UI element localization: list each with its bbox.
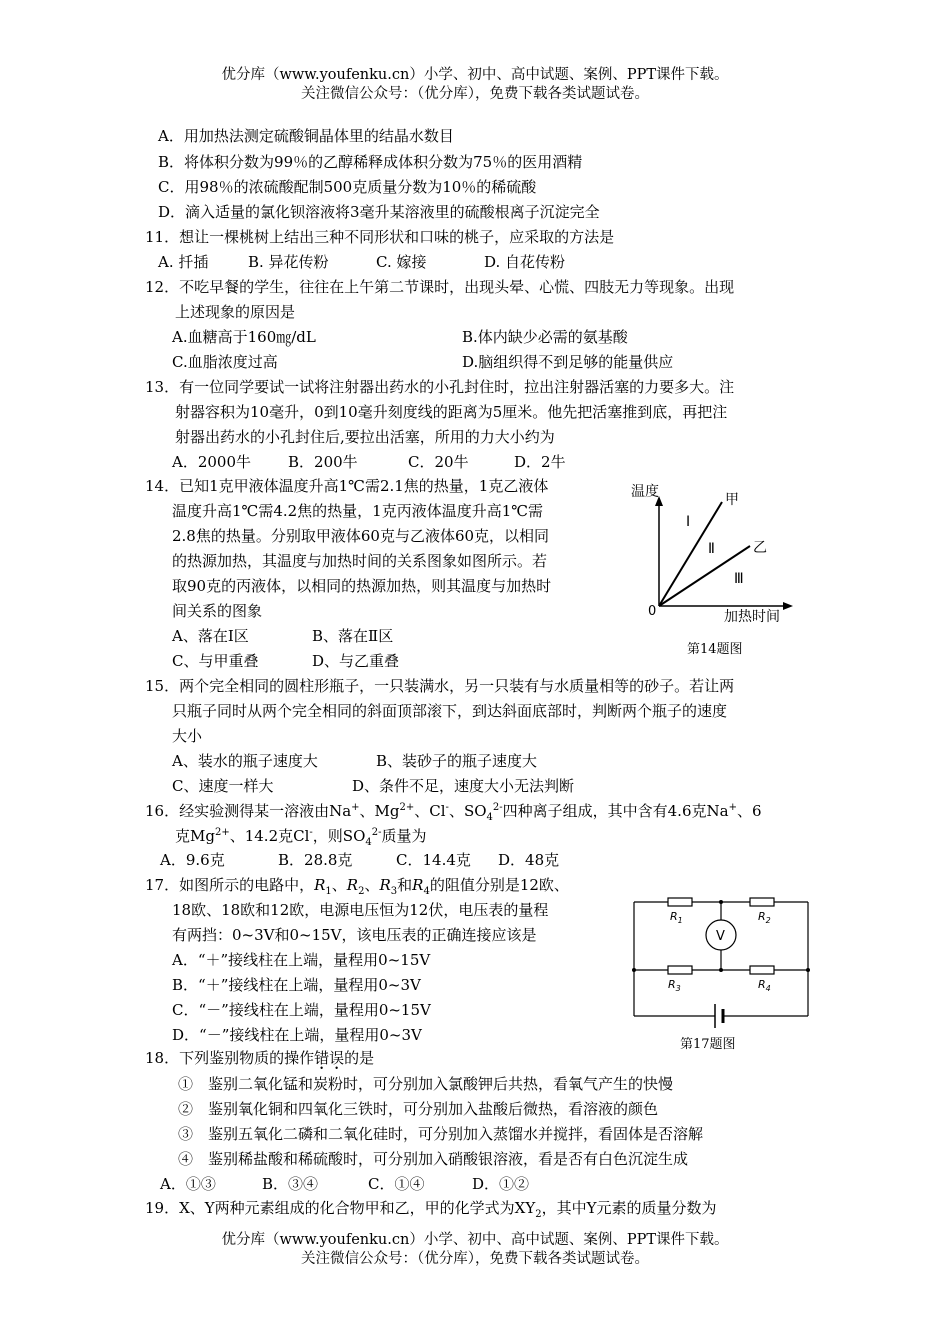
q18-stem: 18．下列鉴别物质的操作错误的是	[145, 1049, 375, 1067]
q17-node-bottom	[719, 968, 723, 972]
q18-item-3: ③ 鉴别五氧化二磷和二氧化硅时，可分别加入蒸馏水并搅拌，看固体是否溶解	[178, 1125, 704, 1143]
q10-option-d: D．滴入适量的氯化钡溶液将3毫升某溶液里的硫酸根离子沉淀完全	[158, 203, 600, 221]
q16-option-d: D．48克	[498, 851, 560, 869]
q14-origin-label: 0	[648, 604, 657, 619]
q15-stem-line2: 只瓶子同时从两个完全相同的斜面顶部滚下，到达斜面底部时，判断两个瓶子的速度	[172, 702, 728, 720]
q14-stem-line1: 14．已知1克甲液体温度升高1℃需2.1焦的热量，1克乙液体	[145, 477, 549, 495]
q16-stem-line2: 克$Mg^{2+}$、14.2克Cl-，则$SO_4^{2-}$质量为	[175, 827, 427, 848]
q16-stem-line1: 16．经实验测得某一溶液由Na+、$Mg^{2+}$、Cl-、$SO_4^{2-}$四种离子组成，其中含有4.6克Na+、6	[145, 802, 762, 823]
q14-line-jia-label: 甲	[725, 492, 739, 508]
q17-r1-label: $R_1$	[670, 910, 683, 925]
q17-resistor-r1	[668, 898, 692, 906]
q11-option-c: C. 嫁接	[376, 253, 427, 271]
q13-option-a: A．2000牛	[172, 453, 252, 471]
q14-option-d: D、与乙重叠	[312, 652, 400, 670]
q10-option-a: A．用加热法测定硫酸铜晶体里的结晶水数目	[158, 127, 454, 145]
q14-temperature-graph	[622, 476, 802, 626]
q17-voltmeter-label: V	[716, 929, 725, 944]
q18-option-a: A．①③	[160, 1175, 216, 1193]
q17-r2-label: $R_2$	[758, 910, 771, 925]
q15-stem-line3: 大小	[172, 727, 203, 745]
q14-line-yi-label: 乙	[753, 540, 767, 556]
q13-option-b: B．200牛	[288, 453, 358, 471]
q13-stem-line1: 13．有一位同学要试一试将注射器出药水的小孔封住时，拉出注射器活塞的力要多大。注	[145, 378, 735, 396]
q14-stem-line3: 2.8焦的热量。分别取甲液体60克与乙液体60克，以相同	[172, 527, 550, 545]
q19-stem: 19．X、Y两种元素组成的化合物甲和乙，甲的化学式为$XY_2$，其中Y元素的质量分数为	[145, 1199, 717, 1220]
q14-stem-line6: 间关系的图象	[172, 602, 263, 620]
q17-option-d: D．“－”接线柱在上端，量程用0~3V	[172, 1026, 422, 1044]
q17-option-a: A．“＋”接线柱在上端，量程用0~15V	[172, 951, 431, 969]
q10-option-c: C．用98％的浓硫酸配制500克质量分数为10％的稀硫酸	[158, 178, 537, 196]
page-footer-line1: 优分库（www.youfenku.cn）小学、初中、高中试题、案例、PPT课件下载。	[221, 1232, 729, 1248]
q11-option-d: D. 自花传粉	[484, 253, 566, 271]
q14-stem-line2: 温度升高1℃需4.2焦的热量，1克丙液体温度升高1℃需	[172, 502, 544, 520]
q18-option-b: B．③④	[262, 1175, 319, 1193]
q16-option-c: C．14.4克	[396, 851, 471, 869]
q12-stem-line1: 12．不吃早餐的学生，往往在上午第二节课时，出现头晕、心慌、四肢无力等现象。出现	[145, 278, 735, 296]
q15-option-b: B、装砂子的瓶子速度大	[376, 752, 538, 770]
q17-circuit-diagram	[628, 888, 818, 1028]
page-footer-line2: 关注微信公众号：（优分库），免费下载各类试题试卷。	[301, 1251, 649, 1267]
q18-item-4: ④ 鉴别稀盐酸和稀硫酸时，可分别加入硝酸银溶液，看是否有白色沉淀生成	[178, 1150, 689, 1168]
q17-option-c: C．“－”接线柱在上端，量程用0~15V	[172, 1001, 431, 1019]
q18-item-1: ① 鉴别二氧化锰和炭粉时，可分别加入氯酸钾后共热，看氧气产生的快慢	[178, 1075, 674, 1093]
q14-stem-line4: 的热源加热，其温度与加热时间的关系图象如图所示。若	[172, 552, 548, 570]
q17-node-top	[719, 900, 723, 904]
q15-option-d: D、条件不足，速度大小无法判断	[352, 777, 575, 795]
q17-stem-line2: 18欧、18欧和12欧，电源电压恒为12伏，电压表的量程	[172, 901, 549, 919]
q13-stem-line2: 射器容积为10毫升，0到10毫升刻度线的距离为5厘米。他先把活塞推到底，再把注	[175, 403, 728, 421]
q14-x-label: 加热时间	[724, 609, 780, 625]
q11-option-b: B. 异花传粉	[248, 253, 329, 271]
q14-option-c: C、与甲重叠	[172, 652, 259, 670]
q16-option-a: A．9.6克	[160, 851, 225, 869]
q17-resistor-r4	[750, 966, 774, 974]
q11-option-a: A. 扦插	[158, 253, 209, 271]
q14-region-1: Ⅰ	[686, 514, 691, 530]
q12-option-b: B.体内缺少必需的氨基酸	[462, 328, 628, 346]
q14-region-3: Ⅲ	[734, 571, 744, 587]
q17-resistor-r2	[750, 898, 774, 906]
q14-y-label-1: 温度	[631, 484, 659, 500]
q15-option-c: C、速度一样大	[172, 777, 274, 795]
q16-option-b: B．28.8克	[278, 851, 353, 869]
q14-region-2: Ⅱ	[708, 541, 715, 557]
q17-r3-label: $R_3$	[668, 978, 681, 993]
q14-figure-caption: 第14题图	[687, 642, 743, 657]
page-header-line1: 优分库（www.youfenku.cn）小学、初中、高中试题、案例、PPT课件下载。	[221, 67, 729, 83]
q17-stem-line1: 17．如图所示的电路中，$R_1$、$R_2$、$R_3$和$R_4$的阻值分别是12欧、	[145, 876, 569, 897]
q15-stem-line1: 15．两个完全相同的圆柱形瓶子，一只装满水，另一只装有与水质量相等的砂子。若让两	[145, 677, 735, 695]
q12-option-d: D.脑组织得不到足够的能量供应	[462, 353, 674, 371]
q10-option-b: B．将体积分数为99％的乙醇稀释成体积分数为75％的医用酒精	[158, 153, 583, 171]
q17-r4-label: $R_4$	[758, 978, 771, 993]
q17-stem-line3: 有两挡：0~3V和0~15V，该电压表的正确连接应该是	[172, 926, 537, 944]
q11-stem: 11．想让一棵桃树上结出三种不同形状和口味的桃子，应采取的方法是	[145, 228, 615, 246]
q13-option-c: C．20牛	[408, 453, 469, 471]
q13-stem-line3: 射器出药水的小孔封住后,要拉出活塞，所用的力大小约为	[175, 428, 555, 446]
q12-stem-line2: 上述现象的原因是	[175, 303, 296, 321]
q17-figure-caption: 第17题图	[680, 1037, 736, 1052]
page-header-line2: 关注微信公众号：（优分库），免费下载各类试题试卷。	[301, 86, 649, 102]
q12-option-a: A.血糖高于160㎎/dL	[172, 328, 316, 346]
q18-item-2: ② 鉴别氧化铜和四氧化三铁时，可分别加入盐酸后微热，看溶液的颜色	[178, 1100, 659, 1118]
q14-option-a: A、落在Ⅰ区	[172, 627, 249, 645]
q17-node-right	[806, 968, 810, 972]
q15-option-a: A、装水的瓶子速度大	[172, 752, 318, 770]
q12-option-c: C.血脂浓度过高	[172, 353, 278, 371]
q17-node-left	[632, 968, 636, 972]
q14-option-b: B、落在Ⅱ区	[312, 627, 394, 645]
q17-option-b: B．“＋”接线柱在上端，量程用0~3V	[172, 976, 421, 994]
q13-option-d: D．2牛	[514, 453, 566, 471]
q14-stem-line5: 取90克的丙液体，以相同的热源加热，则其温度与加热时	[172, 577, 552, 595]
q17-resistor-r3	[668, 966, 692, 974]
q18-option-c: C．①④	[368, 1175, 425, 1193]
q18-option-d: D．①②	[472, 1175, 530, 1193]
q14-x-arrow	[783, 602, 793, 610]
